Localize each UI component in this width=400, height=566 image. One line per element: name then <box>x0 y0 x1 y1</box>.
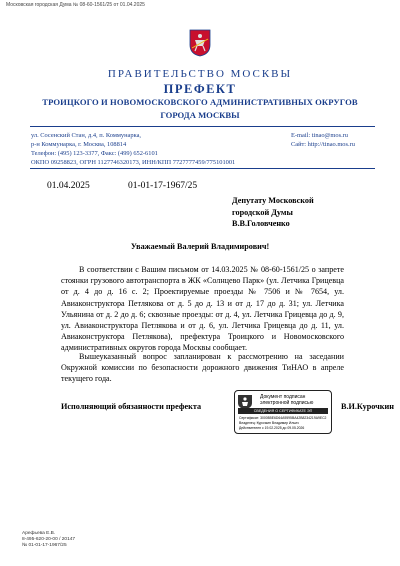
district-name-line2: ГОРОДА МОСКВЫ <box>160 110 240 120</box>
address-block <box>31 131 281 167</box>
header-rule <box>30 126 375 127</box>
signatory-title: Исполняющий обязанности префекта <box>61 402 202 411</box>
body-paragraph-1: В соответствии с Вашим письмом от 14.03.2025 № 08-60-1561/25 о запрете стоянки грузового автотранспорта в ЖК «Солнцево Парк» (ул. Летчика Грицевца от д. 4 до д. 16 с. 2; Проектируемые проезды № 7506 и № 7654, ул. Авиаконструктора Петлякова от д. 5 до д. 13 и от д. 17 до д. 31; ул. Летчика Ульянина от д. 2 до д. 6; сквозные проезды: от д. 4, ул. Летчика Грицевца до д. 9, ул. Авиаконструктора Петлякова и от д. 6, ул. Летчика Грицевца до д. 11, ул. Авиаконструктора Петлякова), префектура Троицкого и Новомосковского административных округов города Москвы сообщает. <box>61 265 344 353</box>
recipient-block <box>232 195 314 230</box>
footer-doc-number: № 01-01-17-1967/25 <box>22 543 67 549</box>
recipient-line3: В.В.Головченко <box>232 219 290 228</box>
signatory-name: В.И.Курочкин <box>341 402 394 411</box>
footer-executor-name: Арефьева Е.В. <box>22 531 56 536</box>
footer-executor <box>22 531 75 550</box>
contacts-block <box>291 131 391 149</box>
document-registration-line: Московская городская Дума № 08-60-1561/25 от 01.04.2025 <box>6 2 145 8</box>
prefect-title: ПРЕФЕКТ <box>163 82 237 96</box>
recipient-line1: Депутату Московской <box>232 196 314 205</box>
district-name-line1: ТРОИЦКОГО И НОВОМОСКОВСКОГО АДМИНИСТРАТИВНЫХ ОКРУГОВ <box>42 97 358 107</box>
body-paragraph-2: Вышеуказанный вопрос запланирован к рассмотрению на заседании Окружной комиссии по безопасности дорожного движения ТиНАО в апреле текущего года. <box>61 352 344 384</box>
address-line2: р-н Коммунарка, г. Москва, 108814 <box>31 141 127 148</box>
stamp-validity: Действителен с 19.02.2025 до 09.05.2026 <box>239 426 305 430</box>
site-link[interactable]: Сайт: http://tinao.mos.ru <box>291 141 355 148</box>
address-line1: ул. Сосенский Стан, д.4, п. Коммунарка, <box>31 132 142 139</box>
recipient-line2: городской Думы <box>232 207 293 217</box>
registration-number: 01-01-17-1967/25 <box>128 181 198 191</box>
moscow-coat-of-arms-icon <box>189 29 211 57</box>
stamp-owner: Владелец: Курочкин Владимир Ильич <box>239 421 299 425</box>
electronic-signature-stamp <box>234 390 332 434</box>
stamp-title-line2: электронной подписью <box>260 400 314 406</box>
greeting: Уважаемый Валерий Владимирович! <box>130 242 270 251</box>
codes-line: ОКПО 09258823, ОГРН 1127746320173, ИНН/КПП 7727777459/775101001 <box>31 159 236 166</box>
stamp-title <box>260 394 313 406</box>
contacts-rule <box>30 168 375 169</box>
email-link[interactable]: E-mail: tinao@mos.ru <box>291 132 349 139</box>
stamp-title-line1: Документ подписан <box>260 394 306 400</box>
stamp-cert-number: Сертификат: 3000B5E6D64A9595BA42B8234219A9EC2 <box>239 416 327 420</box>
footer-executor-phone: 8-495-620-20-00 / 20147 <box>22 537 76 543</box>
stamp-certificate-bar: СВЕДЕНИЯ О СЕРТИФИКАТЕ ЭП <box>238 408 328 414</box>
registration-date: 01.04.2025 <box>47 181 90 191</box>
government-title: ПРАВИТЕЛЬСТВО МОСКВЫ <box>107 68 293 80</box>
phone-line: Телефон: (495) 123-3377, Факс: (499) 652-6101 <box>31 150 158 157</box>
